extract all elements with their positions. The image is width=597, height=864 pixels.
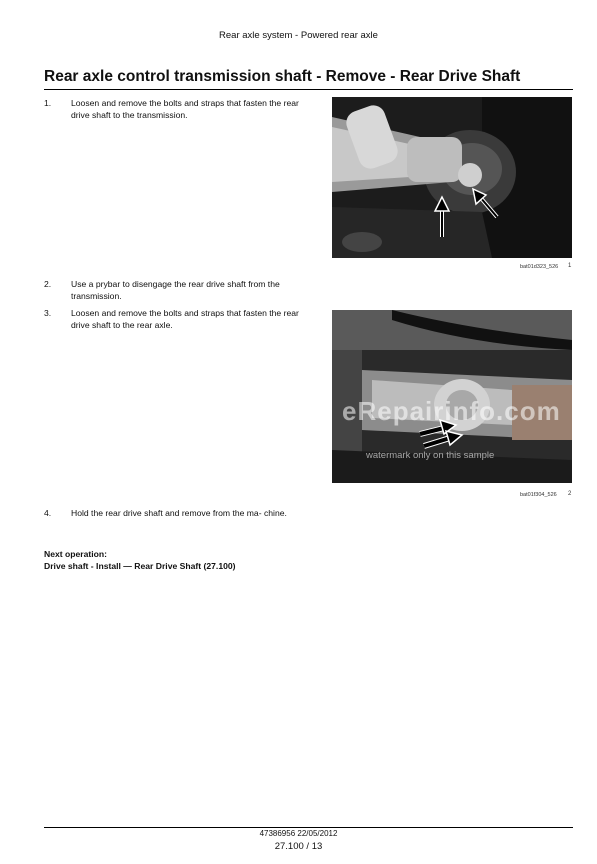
watermark-subtext: watermark only on this sample bbox=[366, 450, 495, 461]
step-1 bbox=[44, 97, 314, 123]
footer-page-number: 27.100 / 13 bbox=[274, 841, 323, 852]
step-text: Hold the rear drive shaft and remove from the ma- chine. bbox=[71, 508, 287, 518]
footer-rule bbox=[44, 827, 573, 828]
next-operation-label: Next operation: bbox=[44, 549, 108, 559]
step-2 bbox=[44, 278, 314, 304]
step-text: Use a prybar to disengage the rear drive shaft from the transmission. bbox=[71, 279, 280, 301]
figure-2-caption: bat01f304_526 bbox=[520, 492, 557, 498]
step-number: 2. bbox=[44, 279, 52, 289]
page-title: Rear axle control transmission shaft - Remove - Rear Drive Shaft bbox=[44, 68, 521, 85]
step-3 bbox=[44, 307, 314, 333]
step-4 bbox=[44, 507, 314, 533]
step-number: 3. bbox=[44, 308, 52, 318]
step-number: 1. bbox=[44, 98, 52, 108]
title-rule bbox=[44, 89, 573, 90]
step-text: Loosen and remove the bolts and straps that fasten the rear drive shaft to the rear axle. bbox=[71, 308, 299, 330]
figure-1-caption: bat01d323_526 bbox=[520, 264, 559, 270]
step-number: 4. bbox=[44, 508, 52, 518]
running-header: Rear axle system - Powered rear axle bbox=[219, 30, 378, 41]
watermark-text: eRepairinfo.com bbox=[342, 396, 561, 426]
footer-doc-id: 47386956 22/05/2012 bbox=[259, 829, 338, 838]
step-text: Loosen and remove the bolts and straps that fasten the rear drive shaft to the transmission. bbox=[71, 98, 299, 120]
figure-1-photo bbox=[332, 97, 572, 258]
figure-2-photo bbox=[332, 310, 572, 483]
figure-1-number: 1 bbox=[568, 263, 572, 269]
next-operation-link[interactable]: Drive shaft - Install — Rear Drive Shaft (27.100) bbox=[44, 561, 236, 571]
figure-2-number: 2 bbox=[568, 491, 572, 497]
